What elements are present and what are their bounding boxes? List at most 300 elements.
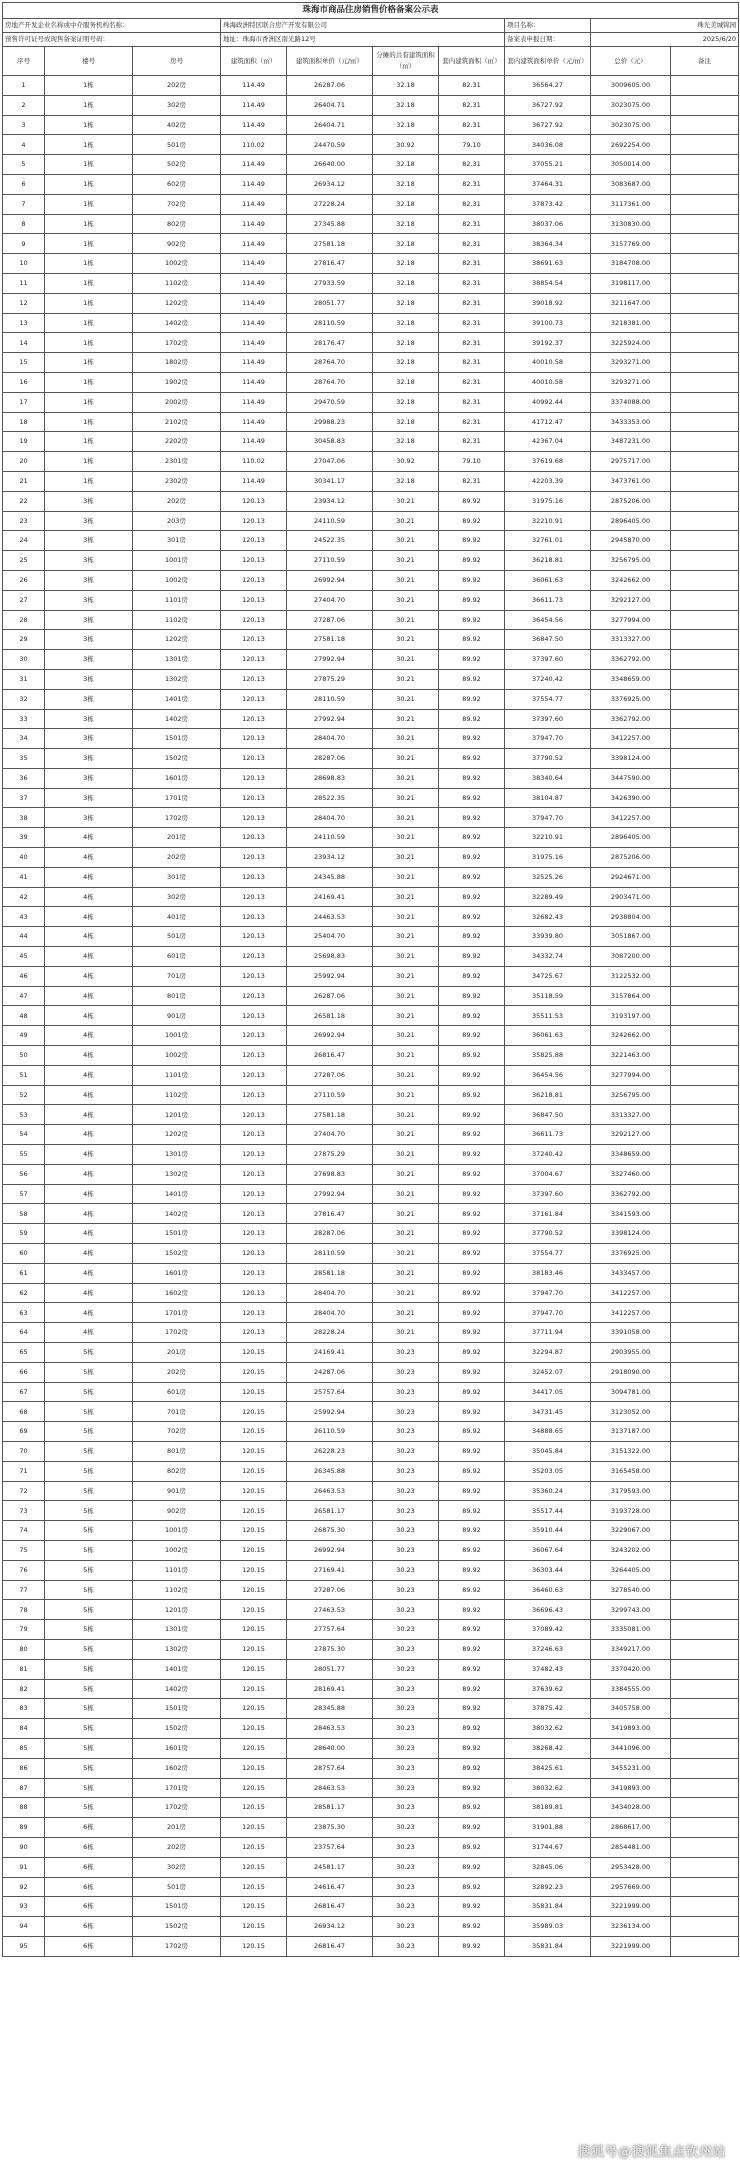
cell-total: 2896405.00 xyxy=(591,828,671,848)
cell-inner-price: 39018.92 xyxy=(505,293,591,313)
cell-shared-area: 30.21 xyxy=(373,867,439,887)
cell-inner-area: 89.92 xyxy=(439,1402,505,1422)
cell-area: 120.15 xyxy=(221,1936,287,1956)
cell-note xyxy=(671,630,739,650)
cell-seq: 35 xyxy=(3,749,45,769)
cell-note xyxy=(671,1719,739,1739)
cell-note xyxy=(671,1125,739,1145)
cell-total: 3487231.00 xyxy=(591,432,671,452)
cell-unit-price: 28110.59 xyxy=(287,1244,373,1264)
cell-total: 3473761.00 xyxy=(591,471,671,491)
cell-seq: 45 xyxy=(3,947,45,967)
cell-area: 120.13 xyxy=(221,491,287,511)
cell-unit-price: 27992.94 xyxy=(287,650,373,670)
cell-inner-price: 31975.16 xyxy=(505,491,591,511)
watermark-text: 搜狐号@搜狐焦点钦州站 xyxy=(577,2145,726,2160)
cell-building: 5栋 xyxy=(45,1343,133,1363)
table-row xyxy=(3,1778,739,1798)
cell-building: 4栋 xyxy=(45,1323,133,1343)
cell-seq: 49 xyxy=(3,1026,45,1046)
cell-note xyxy=(671,1639,739,1659)
cell-unit-price: 28404.70 xyxy=(287,729,373,749)
cell-area: 114.49 xyxy=(221,214,287,234)
cell-room: 1702房 xyxy=(133,1798,221,1818)
cell-room: 802房 xyxy=(133,214,221,234)
cell-unit-price: 28110.59 xyxy=(287,689,373,709)
table-row xyxy=(3,511,739,531)
cell-area: 120.13 xyxy=(221,788,287,808)
cell-unit-price: 26816.47 xyxy=(287,1897,373,1917)
cell-total: 3051867.00 xyxy=(591,927,671,947)
cell-total: 3117361.00 xyxy=(591,194,671,214)
cell-area: 120.13 xyxy=(221,669,287,689)
cell-total: 3384555.00 xyxy=(591,1679,671,1699)
cell-area: 120.13 xyxy=(221,867,287,887)
cell-inner-price: 34888.65 xyxy=(505,1422,591,1442)
cell-room: 2102房 xyxy=(133,412,221,432)
cell-note xyxy=(671,234,739,254)
cell-building: 3栋 xyxy=(45,610,133,630)
cell-total: 3348659.00 xyxy=(591,1145,671,1165)
cell-inner-price: 37947.70 xyxy=(505,729,591,749)
cell-inner-area: 82.31 xyxy=(439,115,505,135)
cell-inner-price: 32452.07 xyxy=(505,1362,591,1382)
cell-inner-price: 38189.81 xyxy=(505,1798,591,1818)
cell-note xyxy=(671,768,739,788)
cell-shared-area: 30.23 xyxy=(373,1580,439,1600)
table-row xyxy=(3,1164,739,1184)
cell-inner-area: 89.92 xyxy=(439,551,505,571)
cell-shared-area: 32.18 xyxy=(373,412,439,432)
cell-inner-price: 34036.08 xyxy=(505,135,591,155)
cell-total: 3023075.00 xyxy=(591,115,671,135)
cell-total: 3419893.00 xyxy=(591,1778,671,1798)
cell-seq: 28 xyxy=(3,610,45,630)
cell-unit-price: 24463.53 xyxy=(287,907,373,927)
cell-building: 4栋 xyxy=(45,828,133,848)
cell-area: 114.49 xyxy=(221,273,287,293)
cell-shared-area: 32.18 xyxy=(373,313,439,333)
cell-seq: 31 xyxy=(3,669,45,689)
cell-area: 120.15 xyxy=(221,1382,287,1402)
cell-total: 2896405.00 xyxy=(591,511,671,531)
cell-inner-area: 79.10 xyxy=(439,135,505,155)
cell-room: 302房 xyxy=(133,887,221,907)
cell-building: 5栋 xyxy=(45,1580,133,1600)
cell-inner-price: 34417.05 xyxy=(505,1382,591,1402)
cell-unit-price: 27581.18 xyxy=(287,234,373,254)
cell-shared-area: 30.21 xyxy=(373,1065,439,1085)
cell-seq: 15 xyxy=(3,353,45,373)
cell-room: 1701房 xyxy=(133,788,221,808)
cell-inner-price: 36218.81 xyxy=(505,1085,591,1105)
cell-seq: 52 xyxy=(3,1085,45,1105)
cell-room: 1101房 xyxy=(133,590,221,610)
cell-inner-price: 37240.42 xyxy=(505,1145,591,1165)
cell-total: 3151322.00 xyxy=(591,1441,671,1461)
cell-seq: 91 xyxy=(3,1857,45,1877)
table-row xyxy=(3,1521,739,1541)
cell-inner-price: 32525.26 xyxy=(505,867,591,887)
cell-room: 501房 xyxy=(133,927,221,947)
cell-shared-area: 30.23 xyxy=(373,1441,439,1461)
cell-room: 1401房 xyxy=(133,1184,221,1204)
cell-unit-price: 28110.59 xyxy=(287,313,373,333)
cell-room: 1102房 xyxy=(133,610,221,630)
cell-building: 5栋 xyxy=(45,1620,133,1640)
cell-total: 3348659.00 xyxy=(591,669,671,689)
cell-building: 5栋 xyxy=(45,1461,133,1481)
cell-building: 1栋 xyxy=(45,432,133,452)
cell-shared-area: 30.23 xyxy=(373,1699,439,1719)
cell-area: 120.13 xyxy=(221,1224,287,1244)
cell-room: 1002房 xyxy=(133,570,221,590)
cell-note xyxy=(671,570,739,590)
table-row xyxy=(3,1382,739,1402)
cell-total: 3277994.00 xyxy=(591,610,671,630)
table-row xyxy=(3,1738,739,1758)
cell-shared-area: 30.23 xyxy=(373,1422,439,1442)
cell-area: 120.13 xyxy=(221,986,287,1006)
cell-note xyxy=(671,887,739,907)
cell-inner-area: 82.31 xyxy=(439,214,505,234)
cell-room: 1102房 xyxy=(133,1580,221,1600)
cell-room: 1501房 xyxy=(133,1897,221,1917)
cell-total: 3433457.00 xyxy=(591,1263,671,1283)
cell-inner-area: 82.31 xyxy=(439,412,505,432)
cell-area: 114.49 xyxy=(221,234,287,254)
cell-shared-area: 30.21 xyxy=(373,749,439,769)
cell-shared-area: 30.21 xyxy=(373,1046,439,1066)
cell-total: 3362792.00 xyxy=(591,650,671,670)
cell-note xyxy=(671,1580,739,1600)
cell-inner-price: 37397.60 xyxy=(505,709,591,729)
cell-seq: 21 xyxy=(3,471,45,491)
table-row xyxy=(3,650,739,670)
cell-seq: 5 xyxy=(3,155,45,175)
cell-building: 6栋 xyxy=(45,1837,133,1857)
cell-inner-price: 38854.54 xyxy=(505,273,591,293)
cell-total: 3405758.00 xyxy=(591,1699,671,1719)
cell-area: 120.15 xyxy=(221,1857,287,1877)
table-row xyxy=(3,1026,739,1046)
cell-inner-area: 89.92 xyxy=(439,1105,505,1125)
cell-inner-area: 82.31 xyxy=(439,174,505,194)
cell-inner-price: 37947.70 xyxy=(505,808,591,828)
cell-total: 3441096.00 xyxy=(591,1738,671,1758)
cell-building: 1栋 xyxy=(45,273,133,293)
cell-shared-area: 30.21 xyxy=(373,768,439,788)
cell-shared-area: 30.21 xyxy=(373,1244,439,1264)
cell-seq: 62 xyxy=(3,1283,45,1303)
cell-unit-price: 27992.94 xyxy=(287,709,373,729)
cell-shared-area: 30.21 xyxy=(373,1125,439,1145)
cell-room: 601房 xyxy=(133,1382,221,1402)
table-row xyxy=(3,135,739,155)
table-row xyxy=(3,808,739,828)
table-row xyxy=(3,1818,739,1838)
cell-area: 120.13 xyxy=(221,1085,287,1105)
cell-area: 120.13 xyxy=(221,1283,287,1303)
cell-unit-price: 25404.70 xyxy=(287,927,373,947)
header-area: 建筑面积（㎡） xyxy=(221,47,287,76)
table-row xyxy=(3,491,739,511)
cell-room: 901房 xyxy=(133,1481,221,1501)
cell-building: 5栋 xyxy=(45,1679,133,1699)
table-row xyxy=(3,1303,739,1323)
cell-building: 1栋 xyxy=(45,155,133,175)
table-row xyxy=(3,848,739,868)
cell-inner-price: 32682.43 xyxy=(505,907,591,927)
cell-total: 2692254.00 xyxy=(591,135,671,155)
cell-area: 120.15 xyxy=(221,1659,287,1679)
cell-room: 202房 xyxy=(133,848,221,868)
cell-room: 1701房 xyxy=(133,1778,221,1798)
cell-seq: 70 xyxy=(3,1441,45,1461)
cell-total: 2924671.00 xyxy=(591,867,671,887)
cell-room: 1001房 xyxy=(133,1521,221,1541)
cell-shared-area: 32.18 xyxy=(373,115,439,135)
cell-inner-area: 89.92 xyxy=(439,1244,505,1264)
cell-unit-price: 27875.29 xyxy=(287,1145,373,1165)
cell-shared-area: 32.18 xyxy=(373,76,439,96)
cell-total: 3009605.00 xyxy=(591,76,671,96)
cell-inner-area: 89.92 xyxy=(439,1184,505,1204)
cell-seq: 2 xyxy=(3,95,45,115)
cell-inner-area: 89.92 xyxy=(439,689,505,709)
cell-inner-price: 34332.74 xyxy=(505,947,591,967)
cell-room: 1102房 xyxy=(133,1085,221,1105)
cell-note xyxy=(671,452,739,472)
cell-note xyxy=(671,76,739,96)
cell-inner-price: 32761.01 xyxy=(505,531,591,551)
cell-inner-area: 89.92 xyxy=(439,1679,505,1699)
cell-area: 114.49 xyxy=(221,333,287,353)
cell-seq: 8 xyxy=(3,214,45,234)
table-row xyxy=(3,570,739,590)
cell-area: 120.13 xyxy=(221,848,287,868)
cell-total: 3218381.00 xyxy=(591,313,671,333)
cell-shared-area: 32.18 xyxy=(373,174,439,194)
cell-building: 1栋 xyxy=(45,174,133,194)
cell-room: 801房 xyxy=(133,986,221,1006)
cell-note xyxy=(671,333,739,353)
cell-unit-price: 25698.83 xyxy=(287,947,373,967)
cell-inner-price: 31901.88 xyxy=(505,1818,591,1838)
cell-total: 3094781.00 xyxy=(591,1382,671,1402)
cell-seq: 7 xyxy=(3,194,45,214)
cell-inner-area: 89.92 xyxy=(439,511,505,531)
cell-shared-area: 30.21 xyxy=(373,729,439,749)
cell-inner-price: 37790.52 xyxy=(505,749,591,769)
cell-building: 3栋 xyxy=(45,709,133,729)
cell-note xyxy=(671,194,739,214)
cell-inner-area: 89.92 xyxy=(439,1699,505,1719)
cell-building: 5栋 xyxy=(45,1540,133,1560)
cell-shared-area: 30.21 xyxy=(373,848,439,868)
cell-building: 5栋 xyxy=(45,1441,133,1461)
cell-area: 120.13 xyxy=(221,1046,287,1066)
meta-row-permit xyxy=(3,33,739,47)
cell-note xyxy=(671,115,739,135)
cell-room: 901房 xyxy=(133,1006,221,1026)
cell-shared-area: 30.21 xyxy=(373,551,439,571)
cell-shared-area: 30.23 xyxy=(373,1521,439,1541)
cell-total: 3221999.00 xyxy=(591,1897,671,1917)
table-row xyxy=(3,1679,739,1699)
cell-total: 3221463.00 xyxy=(591,1046,671,1066)
cell-shared-area: 30.21 xyxy=(373,1085,439,1105)
cell-note xyxy=(671,966,739,986)
cell-room: 501房 xyxy=(133,135,221,155)
cell-seq: 40 xyxy=(3,848,45,868)
cell-building: 6栋 xyxy=(45,1897,133,1917)
cell-building: 4栋 xyxy=(45,1085,133,1105)
project-label: 项目名称： xyxy=(505,19,591,33)
cell-note xyxy=(671,254,739,274)
cell-shared-area: 30.92 xyxy=(373,452,439,472)
cell-total: 2903955.00 xyxy=(591,1343,671,1363)
cell-note xyxy=(671,1461,739,1481)
cell-unit-price: 27110.59 xyxy=(287,1085,373,1105)
cell-total: 3292127.00 xyxy=(591,590,671,610)
cell-inner-price: 36696.43 xyxy=(505,1600,591,1620)
cell-note xyxy=(671,392,739,412)
cell-shared-area: 30.21 xyxy=(373,1006,439,1026)
header-building: 楼号 xyxy=(45,47,133,76)
cell-shared-area: 30.92 xyxy=(373,135,439,155)
cell-inner-price: 36061.63 xyxy=(505,1026,591,1046)
cell-area: 120.13 xyxy=(221,749,287,769)
cell-inner-price: 32210.91 xyxy=(505,511,591,531)
cell-room: 2202房 xyxy=(133,432,221,452)
cell-area: 114.49 xyxy=(221,293,287,313)
cell-shared-area: 32.18 xyxy=(373,471,439,491)
cell-seq: 85 xyxy=(3,1738,45,1758)
cell-seq: 16 xyxy=(3,372,45,392)
cell-inner-price: 37790.52 xyxy=(505,1224,591,1244)
cell-total: 3447590.00 xyxy=(591,768,671,788)
cell-room: 301房 xyxy=(133,531,221,551)
cell-area: 120.13 xyxy=(221,551,287,571)
table-row xyxy=(3,729,739,749)
cell-shared-area: 30.23 xyxy=(373,1719,439,1739)
table-row xyxy=(3,1917,739,1937)
cell-inner-price: 38037.06 xyxy=(505,214,591,234)
cell-unit-price: 24169.41 xyxy=(287,887,373,907)
cell-total: 3327460.00 xyxy=(591,1164,671,1184)
cell-inner-area: 89.92 xyxy=(439,808,505,828)
cell-building: 5栋 xyxy=(45,1659,133,1679)
cell-unit-price: 25992.94 xyxy=(287,1402,373,1422)
cell-room: 1702房 xyxy=(133,333,221,353)
cell-inner-price: 37875.42 xyxy=(505,1699,591,1719)
header-row xyxy=(3,47,739,76)
cell-seq: 61 xyxy=(3,1263,45,1283)
cell-unit-price: 27404.70 xyxy=(287,590,373,610)
table-row xyxy=(3,768,739,788)
cell-total: 2868617.00 xyxy=(591,1818,671,1838)
cell-inner-area: 89.92 xyxy=(439,887,505,907)
cell-seq: 56 xyxy=(3,1164,45,1184)
table-row xyxy=(3,1145,739,1165)
table-row xyxy=(3,353,739,373)
cell-unit-price: 27757.64 xyxy=(287,1620,373,1640)
cell-note xyxy=(671,1224,739,1244)
cell-inner-area: 89.92 xyxy=(439,749,505,769)
cell-seq: 24 xyxy=(3,531,45,551)
cell-inner-area: 89.92 xyxy=(439,1085,505,1105)
cell-room: 1002房 xyxy=(133,1046,221,1066)
cell-room: 601房 xyxy=(133,947,221,967)
cell-note xyxy=(671,947,739,967)
cell-shared-area: 30.21 xyxy=(373,1224,439,1244)
cell-area: 120.13 xyxy=(221,1184,287,1204)
cell-unit-price: 27228.24 xyxy=(287,194,373,214)
cell-note xyxy=(671,1105,739,1125)
cell-shared-area: 30.23 xyxy=(373,1620,439,1640)
cell-seq: 94 xyxy=(3,1917,45,1937)
cell-seq: 38 xyxy=(3,808,45,828)
cell-inner-price: 39192.37 xyxy=(505,333,591,353)
cell-inner-price: 36611.73 xyxy=(505,1125,591,1145)
cell-note xyxy=(671,650,739,670)
cell-total: 2854481.00 xyxy=(591,1837,671,1857)
cell-inner-price: 36061.63 xyxy=(505,570,591,590)
cell-note xyxy=(671,1362,739,1382)
cell-area: 120.13 xyxy=(221,808,287,828)
cell-area: 114.49 xyxy=(221,412,287,432)
cell-inner-price: 38340.64 xyxy=(505,768,591,788)
cell-note xyxy=(671,491,739,511)
cell-building: 4栋 xyxy=(45,927,133,947)
cell-note xyxy=(671,293,739,313)
cell-seq: 33 xyxy=(3,709,45,729)
cell-building: 5栋 xyxy=(45,1521,133,1541)
cell-seq: 30 xyxy=(3,650,45,670)
table-row xyxy=(3,630,739,650)
cell-area: 114.49 xyxy=(221,471,287,491)
cell-building: 6栋 xyxy=(45,1936,133,1956)
cell-note xyxy=(671,95,739,115)
cell-inner-area: 82.31 xyxy=(439,333,505,353)
cell-area: 120.15 xyxy=(221,1620,287,1640)
cell-total: 3292127.00 xyxy=(591,1125,671,1145)
cell-building: 5栋 xyxy=(45,1422,133,1442)
cell-room: 202房 xyxy=(133,1837,221,1857)
cell-area: 114.49 xyxy=(221,194,287,214)
table-row xyxy=(3,471,739,491)
cell-inner-area: 89.92 xyxy=(439,848,505,868)
cell-seq: 64 xyxy=(3,1323,45,1343)
cell-inner-area: 89.92 xyxy=(439,768,505,788)
date-value: 2025/6/20 xyxy=(591,33,739,47)
table-row xyxy=(3,1105,739,1125)
cell-shared-area: 30.21 xyxy=(373,650,439,670)
cell-note xyxy=(671,1758,739,1778)
cell-inner-price: 36067.64 xyxy=(505,1540,591,1560)
cell-seq: 93 xyxy=(3,1897,45,1917)
cell-room: 701房 xyxy=(133,1402,221,1422)
cell-note xyxy=(671,1303,739,1323)
table-row xyxy=(3,1323,739,1343)
cell-area: 114.49 xyxy=(221,155,287,175)
cell-total: 3198117.00 xyxy=(591,273,671,293)
cell-unit-price: 29470.59 xyxy=(287,392,373,412)
cell-building: 4栋 xyxy=(45,1125,133,1145)
cell-inner-area: 82.31 xyxy=(439,194,505,214)
cell-area: 120.15 xyxy=(221,1738,287,1758)
